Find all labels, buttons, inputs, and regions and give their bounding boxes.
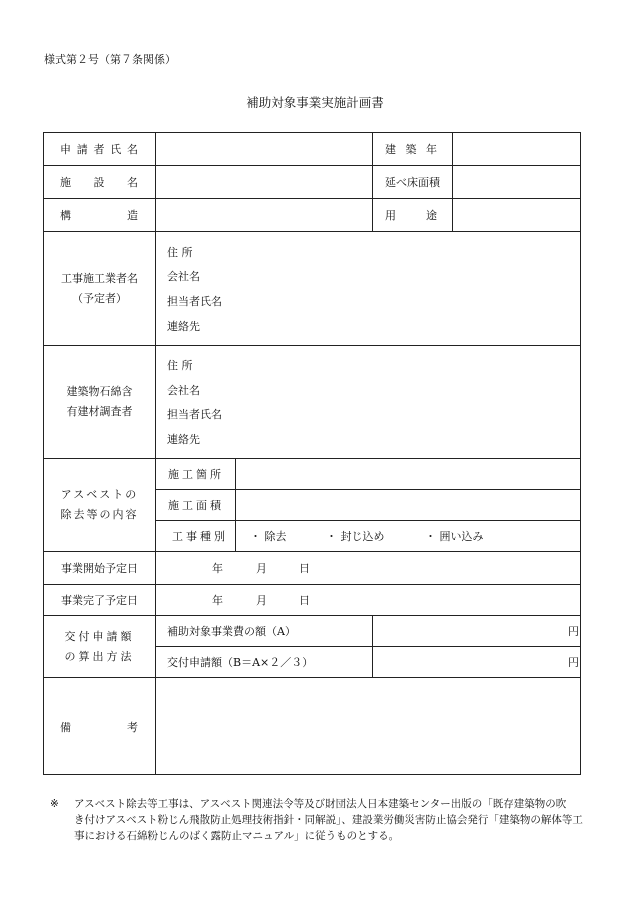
footnote-mark: ※ [50,798,59,810]
construction-year-input[interactable] [453,133,580,165]
end-date-label: 事業完了予定日 [61,594,138,607]
end-day-unit: 日 [299,594,310,607]
calc-label [44,616,155,677]
asbestos-label-line2: 除去等の内容 [60,508,139,521]
work-type-label: 工事種別 [172,530,228,543]
asbestos-label-line1: アスベストの [60,488,139,501]
location-label: 施工箇所 [168,468,224,481]
surveyor-contact-label: 連絡先 [167,433,200,446]
surveyor-label-line2: 有建材調査者 [66,405,133,418]
usage-label: 用 途 [385,209,437,222]
construction-year-label: 建 築 年 [385,143,437,156]
project-cost-unit: 円 [568,625,579,638]
location-input[interactable] [236,459,580,489]
project-cost-input[interactable] [373,616,563,646]
facility-input[interactable] [156,166,371,198]
footnote-line: アスベスト除去等工事は、アスベスト関連法令等及び財団法人日本建築センター出版の「既存建築物の吹 [74,798,567,810]
document-title: 補助対象事業実施計画書 [246,95,384,110]
usage-input[interactable] [453,199,580,231]
end-year-unit: 年 [212,594,223,607]
remarks-input[interactable] [156,678,580,774]
start-year-unit: 年 [212,562,223,575]
surveyor-person-label: 担当者氏名 [167,408,222,421]
surveyor-label-line1: 建築物石綿含 [66,385,133,398]
contractor-label-line2: （予定者） [72,291,127,305]
grant-amount-label: 交付申請額（B＝A×２／３） [167,656,314,669]
option-encapsulation[interactable]: ・ 囲い込み [425,530,484,543]
option-removal[interactable]: ・ 除去 [250,530,287,543]
start-date-label: 事業開始予定日 [61,562,138,575]
contractor-label [44,232,155,345]
applicant-input[interactable] [156,133,371,165]
area-input[interactable] [236,490,580,520]
footnote-line: き付けアスベスト粉じん飛散防止処理技術指針・同解説」、建設業労働災害防止協会発行「建築物の解体等工 [74,814,583,826]
facility-label: 施 設 名 [60,176,138,189]
footnote-line: 事における石綿粉じんのばく露防止マニュアル」に従うものとする。 [74,830,400,842]
structure-input[interactable] [156,199,371,231]
surveyor-address-label: 住 所 [167,359,193,372]
surveyor-label [44,346,155,458]
surveyor-input[interactable] [240,346,580,457]
start-day-unit: 日 [299,562,310,575]
contractor-input[interactable] [240,232,580,344]
remarks-label [60,678,138,775]
contractor-contact-label: 連絡先 [167,320,200,333]
calc-label-line2: の算出方法 [64,649,135,663]
surveyor-company-label: 会社名 [167,384,200,397]
structure-label: 構 造 [60,209,138,222]
contractor-person-label: 担当者氏名 [167,295,222,308]
start-month-unit: 月 [256,562,267,575]
contractor-address-label: 住 所 [167,246,193,259]
area-label: 施工面積 [168,499,224,512]
contractor-company-label: 会社名 [167,270,200,283]
calc-label-line1: 交付申請額 [64,629,135,643]
grant-amount-unit: 円 [568,656,579,669]
project-cost-label: 補助対象事業費の額（A） [167,625,296,638]
end-month-unit: 月 [256,594,267,607]
floor-area-input[interactable] [453,166,580,198]
contractor-label-line1: 工事施工業者名 [61,271,138,285]
asbestos-label [44,459,155,551]
remarks-label-text: 備 考 [60,720,138,734]
option-enclosure[interactable]: ・ 封じ込め [326,530,385,543]
column-divider [372,132,373,231]
applicant-label: 申 請 者 氏 名 [60,143,138,156]
grant-amount-input[interactable] [373,647,563,677]
form-number: 様式第２号（第７条関係） [44,53,176,66]
floor-area-label: 延べ床面積 [385,176,440,189]
